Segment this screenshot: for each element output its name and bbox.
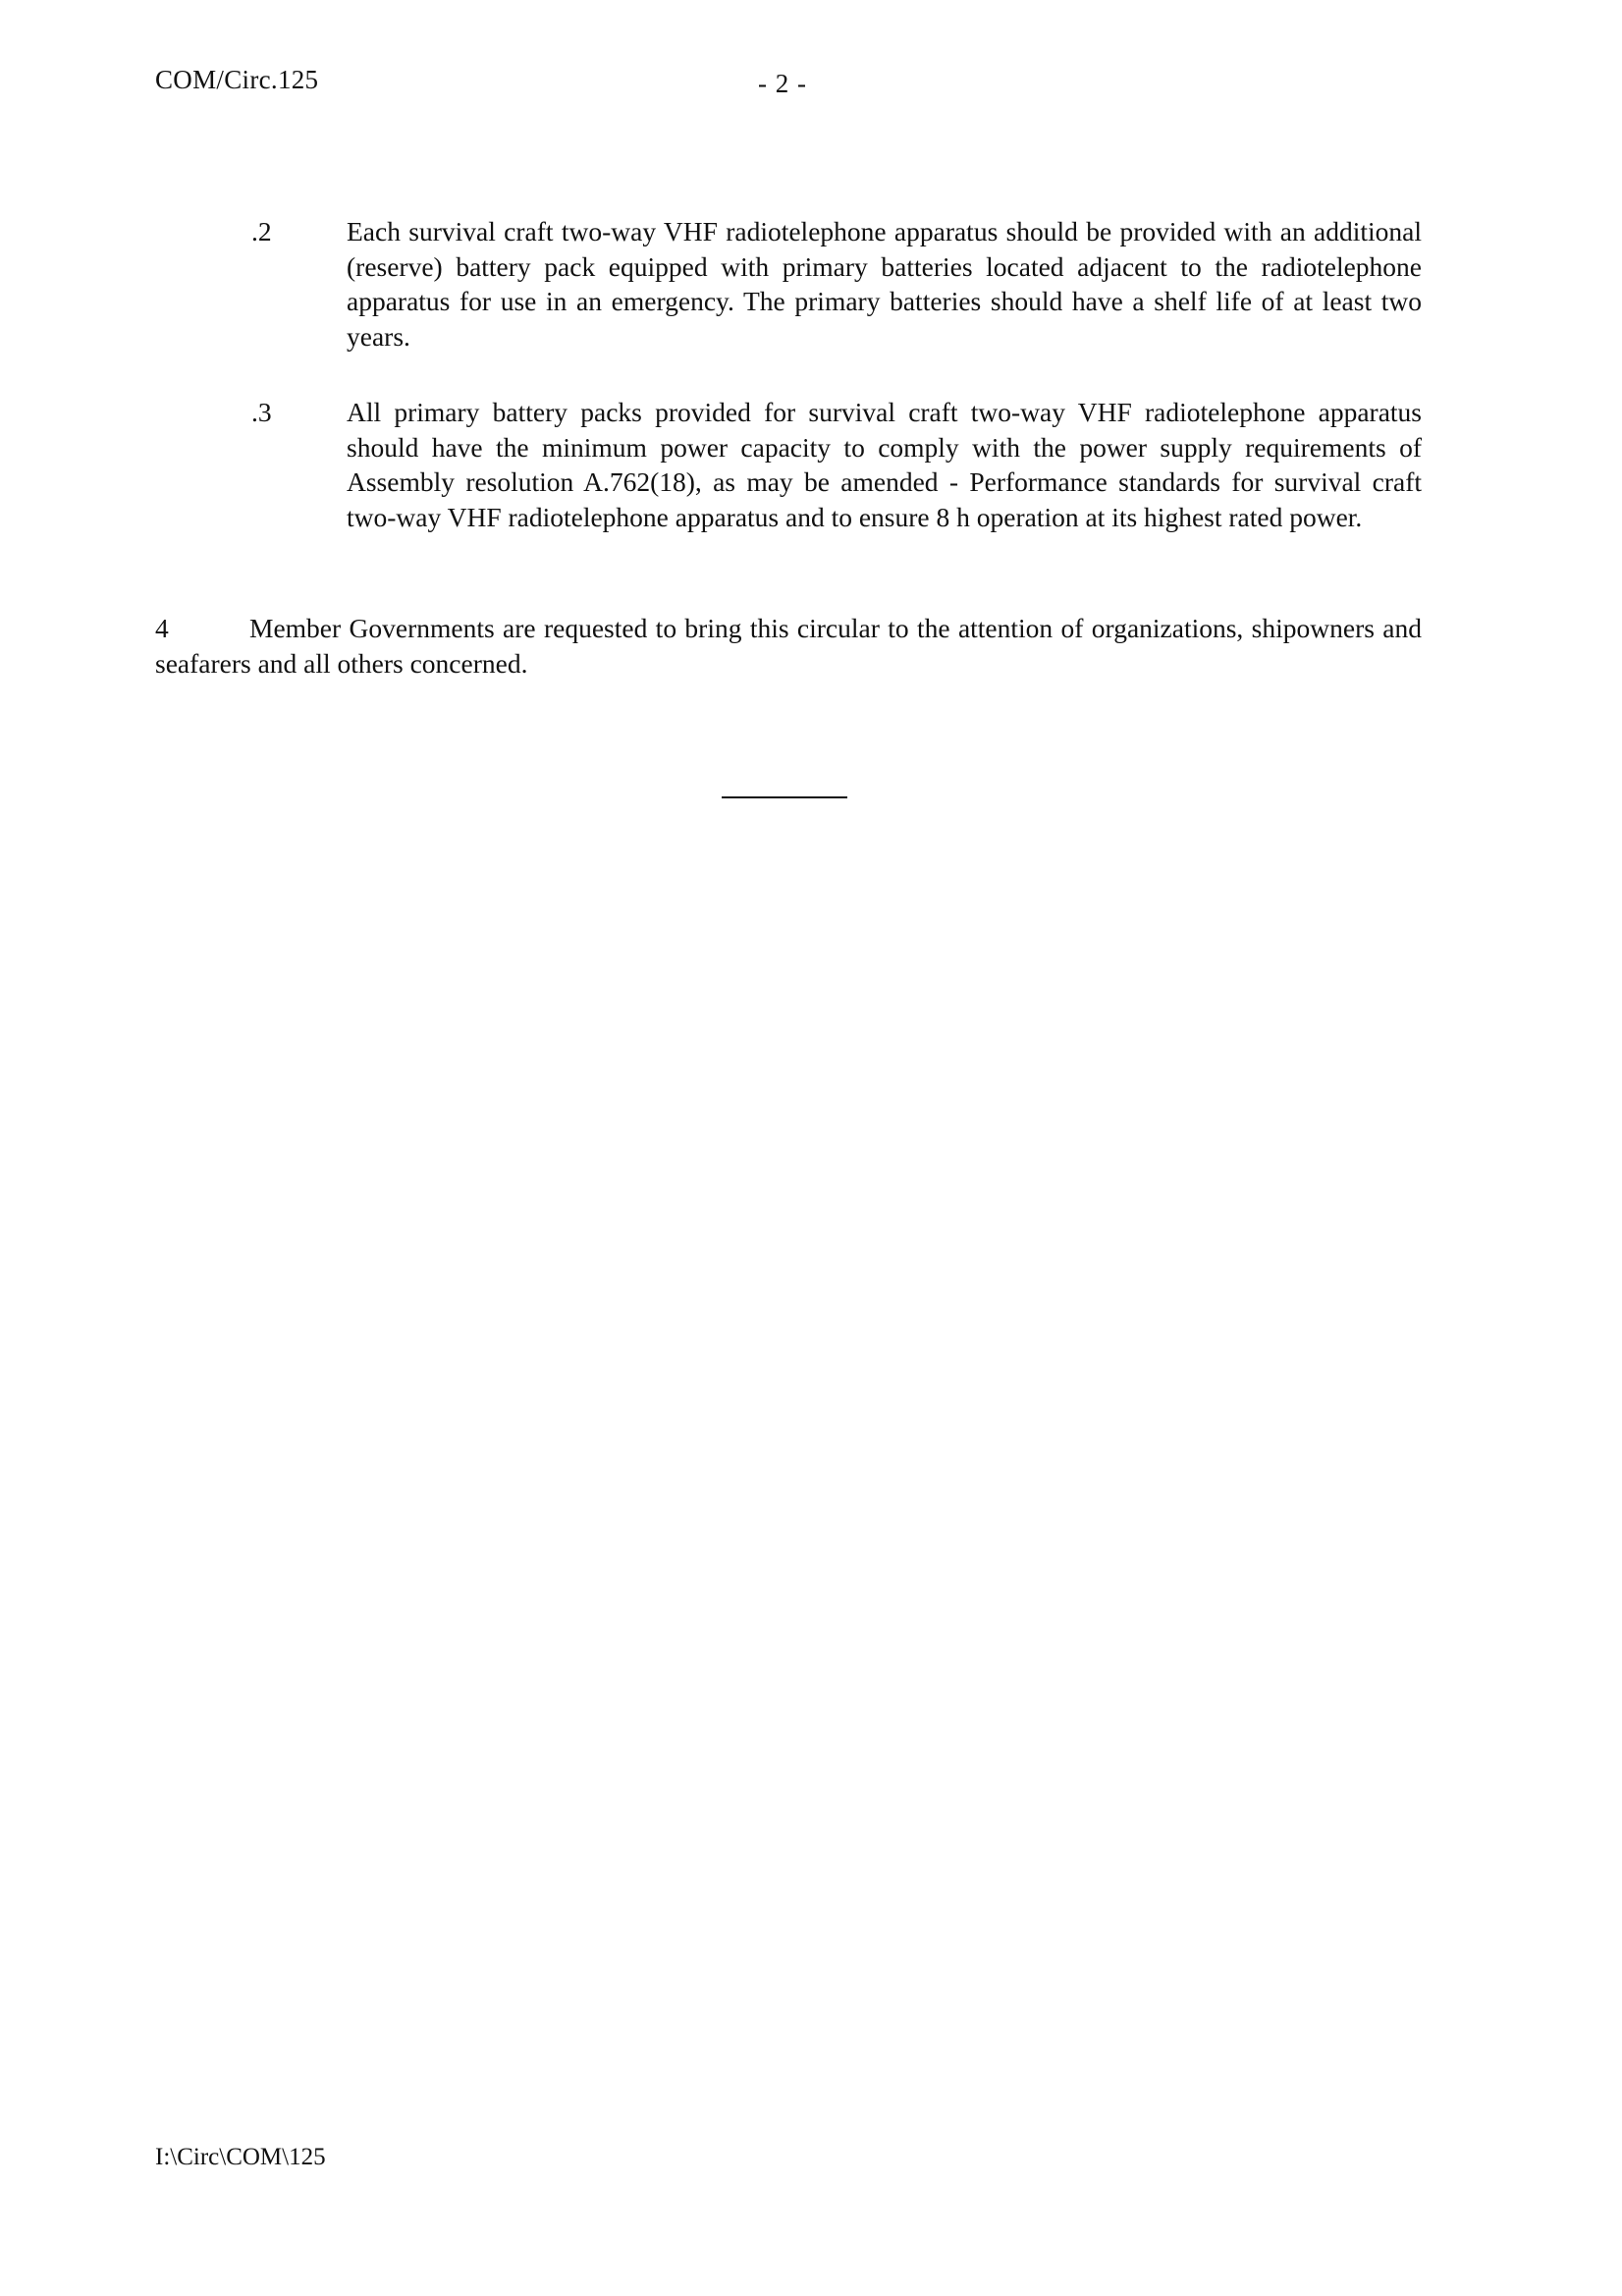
end-divider (722, 796, 847, 798)
list-item-number: .2 (251, 216, 272, 246)
paragraph-text: Member Governments are requested to bring this circular to the attention of organizations, shipowners and seafarers and all others concerned. (155, 613, 1422, 679)
footer-file-path: I:\Circ\COM\125 (155, 2144, 326, 2170)
list-item-number: .3 (251, 397, 272, 427)
list-item-text: All primary battery packs provided for survival craft two-way VHF radiotelephone apparatus should have the minimum power capacity to comply with the power supply requirements of Assembly resolution A.762(18), as may be amended - Performance standards for survival craft two-way VHF radiotelephone apparatus and to ensure 8 h operation at its highest rated power. (347, 397, 1422, 532)
page-number: - 2 - (758, 69, 807, 98)
paragraph (155, 611, 1422, 681)
list-item-text: Each survival craft two-way VHF radiotelephone apparatus should be provided with an additional (reserve) battery pack equipped with primary batteries located adjacent to the radiotelephone apparatus for use in an emergency. The primary batteries should have a shelf life of at least two years. (347, 216, 1422, 352)
document-reference: COM/Circ.125 (155, 65, 319, 94)
paragraph-number: 4 (155, 613, 169, 643)
